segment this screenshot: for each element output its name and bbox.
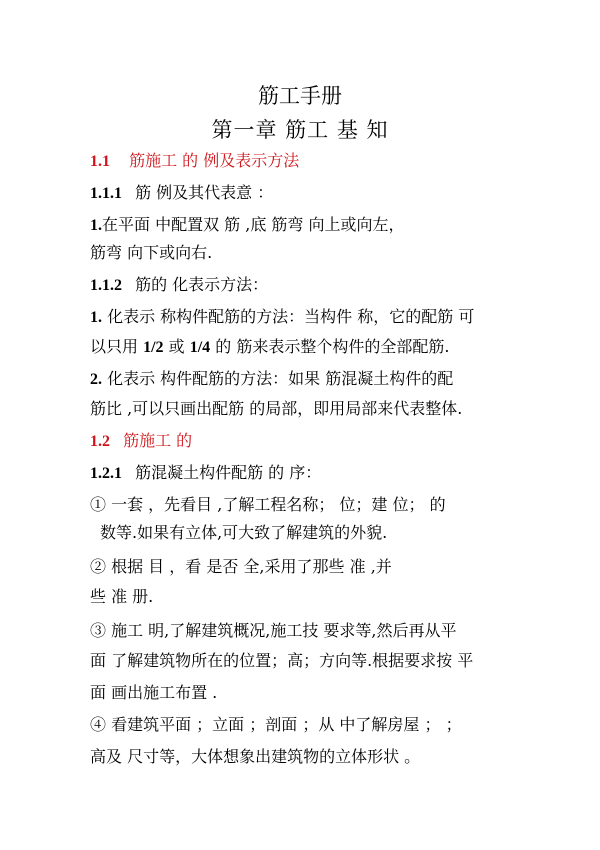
list-item-1-line-2: 数等.如果有立体,可大致了解建筑的外貌. xyxy=(100,523,388,542)
paragraph-2-line-2 xyxy=(90,336,520,359)
chapter-heading: 第一章 筋工 基 知 xyxy=(211,118,389,142)
item-number: 1. xyxy=(90,309,102,326)
section-1-2-1-heading xyxy=(90,462,520,485)
section-number: 1.1.2 xyxy=(90,277,122,294)
section-title: 筋施工 的 xyxy=(123,431,193,450)
paragraph-text: 化表示 构件配筋的方法：如果 筋混凝土构件的配 xyxy=(102,369,454,388)
item-number: 2. xyxy=(90,371,102,388)
list-item-4-line-2: 高及 尺寸等，大体想象出建筑物的立体形状 。 xyxy=(90,747,421,766)
paragraph-text: 的 筋来表示整个构件的全部配筋. xyxy=(210,337,450,356)
list-item-3-line-1: ③ 施工 明,了解建筑概况,施工技 要求等,然后再从平 xyxy=(90,621,457,640)
section-title: 筋施工 的 例及表示方法 xyxy=(129,151,300,170)
document-title: 筋工手册 xyxy=(258,84,342,108)
paragraph-text: 化表示 称构件配筋的方法：当构件 称，它的配筋 可 xyxy=(102,307,475,326)
paragraph-text: 以只用 xyxy=(90,337,144,356)
paragraph-3-line-1 xyxy=(90,368,520,391)
section-1-2-heading xyxy=(90,430,520,453)
paragraph-1-line-1 xyxy=(90,214,520,237)
section-title: 筋混凝土构件配筋 的 序： xyxy=(135,463,322,482)
section-1-1-heading xyxy=(90,150,520,173)
section-1-1-2-heading xyxy=(90,274,520,297)
paragraph-text: 在平面 中配置双 筋 ,底 筋弯 向上或向左， xyxy=(102,215,405,234)
section-number: 1.1.1 xyxy=(90,185,122,202)
item-number: 1. xyxy=(90,217,102,234)
section-number: 1.1 xyxy=(90,153,110,170)
section-number: 1.2 xyxy=(90,433,110,450)
paragraph-2-line-1 xyxy=(90,306,520,329)
fraction-quarter: 1/4 xyxy=(189,339,211,356)
section-title: 筋 例及其代表意 ： xyxy=(135,183,274,202)
section-number: 1.2.1 xyxy=(90,465,122,482)
list-item-3-line-3: 面 画出施工布置 . xyxy=(90,683,218,702)
list-item-4-line-1: ④ 看建筑平面 ；立面 ；剖面 ；从 中了解房屋 ； ； xyxy=(90,715,462,734)
section-title: 筋的 化表示方法： xyxy=(135,275,269,294)
list-item-2-line-2: 些 准 册. xyxy=(90,587,154,606)
list-item-2-line-1: ② 根据 目 ，看 是否 全,采用了那些 准 ,并 xyxy=(90,557,392,576)
list-item-1-line-1: ① 一套 ，先看目 ,了解工程名称； 位；建 位； 的 xyxy=(90,495,446,514)
fraction-half: 1/2 xyxy=(143,339,164,356)
paragraph-3-line-2: 筋比 ,可以只画出配筋 的局部，即用局部来代表整体. xyxy=(90,399,463,418)
paragraph-1-line-2: 筋弯 向下或向右. xyxy=(90,243,213,262)
paragraph-text: 或 xyxy=(163,337,190,356)
section-1-1-1-heading xyxy=(90,182,520,205)
list-item-3-line-2: 面 了解建筑物所在的位置；高；方向等.根据要求按 平 xyxy=(90,651,474,670)
